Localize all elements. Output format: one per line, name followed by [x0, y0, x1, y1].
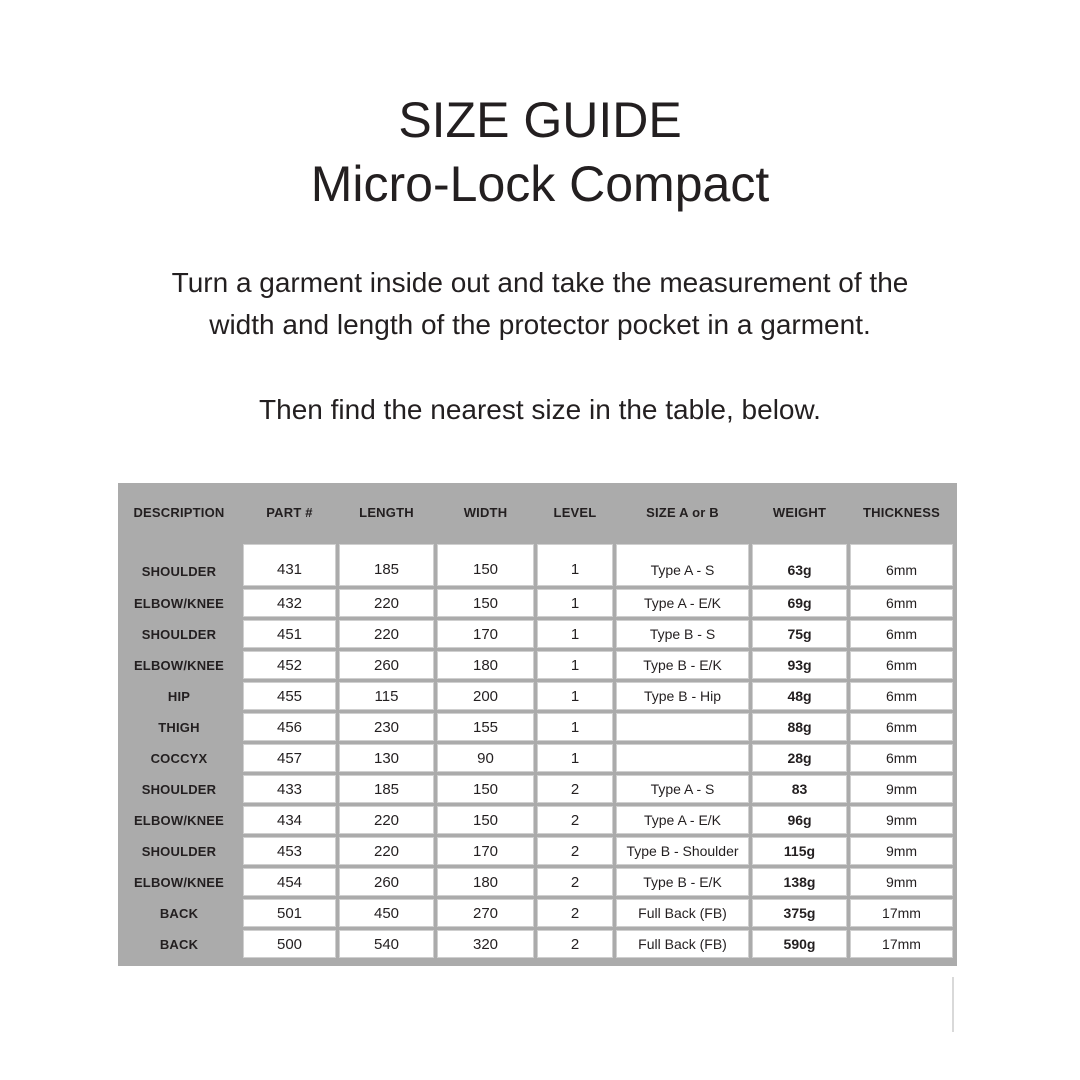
- cell-part: 500: [243, 930, 336, 958]
- intro-paragraph-line1: Turn a garment inside out and take the measurement of the: [171, 267, 909, 298]
- cell-thickness: 9mm: [850, 837, 953, 865]
- cell-length: 220: [339, 589, 434, 617]
- cell-size: Type B - Hip: [616, 682, 749, 710]
- cell-weight: 93g: [752, 651, 847, 679]
- cell-description: ELBOW/KNEE: [133, 595, 225, 611]
- cell-weight: 28g: [752, 744, 847, 772]
- cell-part: 453: [243, 837, 336, 865]
- cell-size: Type A - E/K: [616, 806, 749, 834]
- cell-size: Full Back (FB): [616, 899, 749, 927]
- cell-description: THIGH: [158, 719, 200, 735]
- cell-length: 130: [339, 744, 434, 772]
- cell-level: 2: [537, 899, 613, 927]
- cell-thickness: 6mm: [850, 589, 953, 617]
- cell-width: 150: [437, 806, 534, 834]
- cell-description: HIP: [167, 688, 191, 704]
- cell-part: 434: [243, 806, 336, 834]
- column-header-width: WIDTH: [463, 504, 508, 520]
- cell-thickness: 6mm: [850, 651, 953, 679]
- cell-level: 2: [537, 837, 613, 865]
- cell-thickness: 17mm: [850, 930, 953, 958]
- cell-weight: 590g: [752, 930, 847, 958]
- cell-length: 220: [339, 837, 434, 865]
- column-header-description: DESCRIPTION: [133, 504, 225, 520]
- cell-level: 1: [537, 713, 613, 741]
- cell-level: 1: [537, 651, 613, 679]
- cell-width: 155: [437, 713, 534, 741]
- cell-width: 180: [437, 651, 534, 679]
- cell-part: 431: [243, 544, 336, 586]
- page-edge-divider-line: [952, 977, 954, 1032]
- cell-length: 220: [339, 806, 434, 834]
- cell-level: 2: [537, 868, 613, 896]
- cell-level: 2: [537, 930, 613, 958]
- cell-thickness: 9mm: [850, 868, 953, 896]
- table-row: [118, 837, 957, 865]
- column-header-size: SIZE A or B: [646, 504, 719, 520]
- cell-weight: 83: [752, 775, 847, 803]
- cell-weight: 115g: [752, 837, 847, 865]
- cell-weight: 63g: [752, 544, 847, 586]
- cell-size: Type B - S: [616, 620, 749, 648]
- cell-level: 1: [537, 620, 613, 648]
- cell-weight: 48g: [752, 682, 847, 710]
- cell-length: 260: [339, 868, 434, 896]
- cell-length: 115: [339, 682, 434, 710]
- cell-level: 1: [537, 589, 613, 617]
- cell-description: ELBOW/KNEE: [133, 874, 225, 890]
- cell-thickness: 6mm: [850, 682, 953, 710]
- table-row: [118, 899, 957, 927]
- cell-part: 454: [243, 868, 336, 896]
- cell-weight: 96g: [752, 806, 847, 834]
- column-header-length: LENGTH: [359, 504, 414, 520]
- cell-description: BACK: [159, 905, 199, 921]
- cell-part: 457: [243, 744, 336, 772]
- table-row: [118, 806, 957, 834]
- cell-description: SHOULDER: [141, 781, 217, 797]
- cell-thickness: 6mm: [850, 620, 953, 648]
- cell-description: SHOULDER: [141, 843, 217, 859]
- cell-part: 433: [243, 775, 336, 803]
- cell-weight: 375g: [752, 899, 847, 927]
- cell-thickness: 9mm: [850, 775, 953, 803]
- cell-part: 455: [243, 682, 336, 710]
- cell-width: 170: [437, 837, 534, 865]
- table-row: [118, 868, 957, 896]
- cell-weight: 138g: [752, 868, 847, 896]
- cell-part: 432: [243, 589, 336, 617]
- cell-size: Type B - E/K: [616, 651, 749, 679]
- cell-length: 450: [339, 899, 434, 927]
- cell-part: 456: [243, 713, 336, 741]
- cell-width: 270: [437, 899, 534, 927]
- table-row: [118, 775, 957, 803]
- cell-thickness: 6mm: [850, 544, 953, 586]
- column-header-level: LEVEL: [553, 504, 597, 520]
- intro-instruction: Then find the nearest size in the table, below.: [259, 394, 821, 425]
- table-row: [118, 713, 957, 741]
- table-header-row: [118, 483, 957, 541]
- cell-weight: 69g: [752, 589, 847, 617]
- cell-thickness: 9mm: [850, 806, 953, 834]
- cell-description: SHOULDER: [141, 626, 217, 642]
- column-header-weight: WEIGHT: [772, 504, 827, 520]
- page-title-line1: SIZE GUIDE: [398, 92, 682, 148]
- cell-part: 501: [243, 899, 336, 927]
- cell-description: ELBOW/KNEE: [133, 657, 225, 673]
- cell-size: Type B - E/K: [616, 868, 749, 896]
- cell-width: 200: [437, 682, 534, 710]
- table-row: [118, 744, 957, 772]
- intro-paragraph-line2: width and length of the protector pocket in a garment.: [209, 309, 871, 340]
- cell-thickness: 17mm: [850, 899, 953, 927]
- cell-width: 150: [437, 775, 534, 803]
- cell-length: 185: [339, 544, 434, 586]
- cell-width: 150: [437, 589, 534, 617]
- cell-width: 90: [437, 744, 534, 772]
- table-row: [118, 682, 957, 710]
- cell-width: 150: [437, 544, 534, 586]
- cell-width: 180: [437, 868, 534, 896]
- table-row: [118, 544, 957, 586]
- table-row: [118, 930, 957, 958]
- table-row: [118, 589, 957, 617]
- cell-thickness: 6mm: [850, 713, 953, 741]
- cell-width: 320: [437, 930, 534, 958]
- cell-length: 540: [339, 930, 434, 958]
- cell-level: 1: [537, 682, 613, 710]
- cell-length: 260: [339, 651, 434, 679]
- cell-level: 1: [537, 544, 613, 586]
- page-title: [0, 88, 1080, 216]
- cell-description: BACK: [159, 936, 199, 952]
- cell-width: 170: [437, 620, 534, 648]
- cell-level: 1: [537, 744, 613, 772]
- cell-size: Type A - E/K: [616, 589, 749, 617]
- column-header-thickness: THICKNESS: [863, 504, 940, 520]
- cell-size: Full Back (FB): [616, 930, 749, 958]
- page-title-line2: Micro-Lock Compact: [310, 156, 770, 212]
- column-header-part: PART #: [266, 504, 313, 520]
- cell-part: 451: [243, 620, 336, 648]
- table-row: [118, 620, 957, 648]
- cell-size: Type B - Shoulder: [616, 837, 749, 865]
- cell-level: 2: [537, 775, 613, 803]
- cell-thickness: 6mm: [850, 744, 953, 772]
- cell-size: [616, 713, 749, 741]
- cell-size: Type A - S: [616, 775, 749, 803]
- cell-description: SHOULDER: [141, 564, 217, 579]
- cell-level: 2: [537, 806, 613, 834]
- cell-part: 452: [243, 651, 336, 679]
- intro-paragraph: [0, 262, 1080, 346]
- cell-size: Type A - S: [616, 544, 749, 586]
- size-guide-table: [118, 483, 957, 966]
- cell-size: [616, 744, 749, 772]
- cell-weight: 75g: [752, 620, 847, 648]
- table-row: [118, 651, 957, 679]
- cell-weight: 88g: [752, 713, 847, 741]
- cell-description: ELBOW/KNEE: [133, 812, 225, 828]
- cell-length: 185: [339, 775, 434, 803]
- cell-length: 220: [339, 620, 434, 648]
- cell-description: COCCYX: [150, 750, 208, 766]
- cell-length: 230: [339, 713, 434, 741]
